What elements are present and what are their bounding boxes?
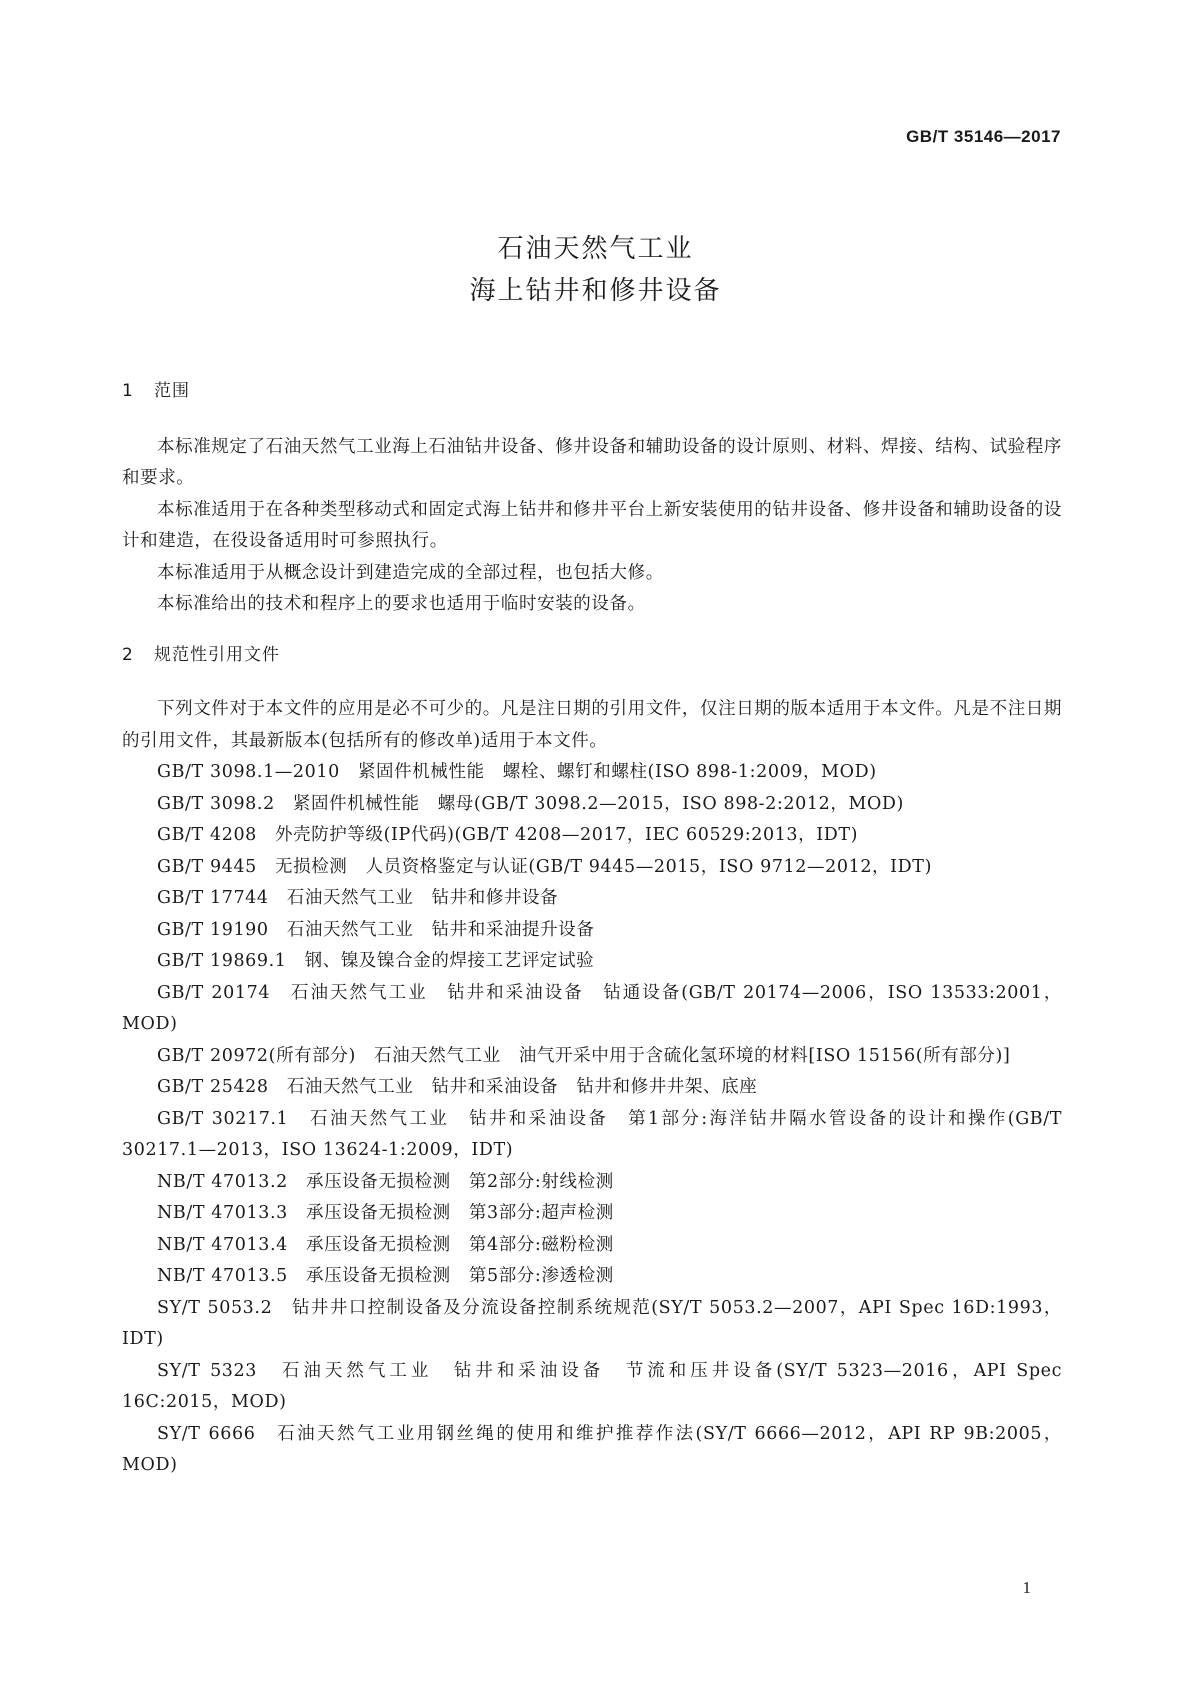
section-title: 范围 [154, 381, 190, 401]
reference-item: GB/T 4208 外壳防护等级(IP代码)(GB/T 4208—2017，IEC 60529:2013，IDT) [157, 825, 859, 845]
title-line-1: 石油天然气工业 [497, 234, 694, 264]
document-body [122, 376, 1062, 1482]
reference-item: GB/T 9445 无损检测 人员资格鉴定与认证(GB/T 9445—2015，ISO 9712—2012，IDT) [157, 856, 933, 877]
reference-item: NB/T 47013.3 承压设备无损检测 第3部分:超声检测 [157, 1203, 614, 1223]
reference-item: NB/T 47013.2 承压设备无损检测 第2部分:射线检测 [157, 1171, 614, 1192]
reference-item: GB/T 19869.1 钢、镍及镍合金的焊接工艺评定试验 [157, 951, 595, 971]
reference-item: GB/T 30217.1 石油天然气工业 钻井和采油设备 第1部分:海洋钻井隔水管设备的设计和操作(GB/T 30217.1—2013，ISO 13624-1:2009，IDT) [122, 1108, 1062, 1160]
paragraph: 本标准适用于在各种类型移动式和固定式海上钻井和修井平台上新安装使用的钻井设备、修井设备和辅助设备的设计和建造，在役设备适用时可参照执行。 [122, 499, 1062, 551]
reference-item: SY/T 5053.2 钻井井口控制设备及分流设备控制系统规范(SY/T 5053.2—2007，API Spec 16D:1993，IDT) [122, 1297, 1062, 1349]
paragraph: 本标准规定了石油天然气工业海上石油钻井设备、修井设备和辅助设备的设计原则、材料、焊接、结构、试验程序和要求。 [122, 436, 1062, 488]
reference-item: GB/T 20174 石油天然气工业 钻井和采油设备 钻通设备(GB/T 20174—2006，ISO 13533:2001，MOD) [122, 982, 1062, 1034]
reference-item: SY/T 5323 石油天然气工业 钻井和采油设备 节流和压井设备(SY/T 5323—2016，API Spec 16C:2015，MOD) [122, 1360, 1062, 1412]
document-title [0, 228, 1191, 312]
section-number: 1 [122, 381, 134, 401]
reference-item: GB/T 3098.2 紧固件机械性能 螺母(GB/T 3098.2—2015，ISO 898-2:2012，MOD) [157, 793, 904, 814]
paragraph: 本标准给出的技术和程序上的要求也适用于临时安装的设备。 [157, 594, 646, 614]
section-title: 规范性引用文件 [154, 644, 280, 665]
title-line-2: 海上钻井和修井设备 [469, 276, 722, 306]
reference-item: NB/T 47013.5 承压设备无损检测 第5部分:渗透检测 [157, 1266, 614, 1286]
page-number: 1 [1022, 1578, 1031, 1597]
reference-item: SY/T 6666 石油天然气工业用钢丝绳的使用和维护推荐作法(SY/T 6666—2012，API RP 9B:2005，MOD) [122, 1423, 1062, 1475]
reference-item: GB/T 20972(所有部分) 石油天然气工业 油气开采中用于含硫化氢环境的材料[ISO 15156(所有部分)] [157, 1045, 1011, 1066]
paragraph: 下列文件对于本文件的应用是必不可少的。凡是注日期的引用文件，仅注日期的版本适用于本文件。凡是不注日期的引用文件，其最新版本(包括所有的修改单)适用于本文件。 [122, 699, 1062, 751]
paragraph: 本标准适用于从概念设计到建造完成的全部过程，也包括大修。 [157, 562, 664, 583]
reference-item: GB/T 3098.1—2010 紧固件机械性能 螺栓、螺钉和螺柱(ISO 898-1:2009，MOD) [157, 762, 877, 782]
standard-code: GB/T 35146—2017 [906, 127, 1061, 146]
reference-item: GB/T 17744 石油天然气工业 钻井和修井设备 [157, 888, 559, 908]
reference-item: GB/T 19190 石油天然气工业 钻井和采油提升设备 [157, 919, 595, 940]
reference-item: NB/T 47013.4 承压设备无损检测 第4部分:磁粉检测 [157, 1234, 614, 1255]
section-heading-scope [122, 376, 1062, 408]
reference-item: GB/T 25428 石油天然气工业 钻井和采油设备 钻井和修井井架、底座 [157, 1077, 758, 1097]
section-number: 2 [122, 644, 134, 665]
section-heading-normative-references [122, 640, 1062, 672]
